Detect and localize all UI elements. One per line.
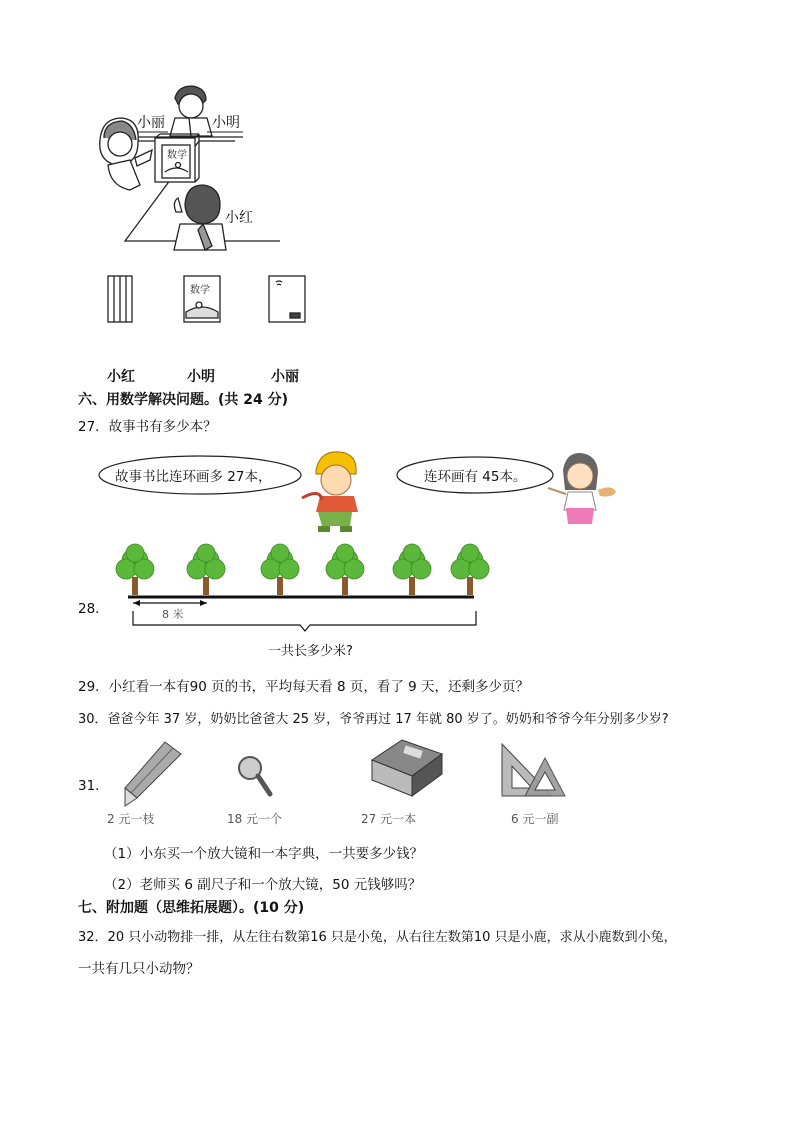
q26-scene (0, 0, 794, 296)
tree-icon (261, 544, 299, 595)
magnifier-icon (239, 757, 270, 794)
boy-cartoon (302, 452, 358, 532)
q28-diagram (0, 545, 794, 655)
price-pencil: 2 元一枝 (107, 812, 155, 826)
xiaoming-figure (170, 86, 212, 136)
triangle-ruler-icon (502, 744, 565, 796)
tree-icon (187, 544, 225, 595)
q28-number: 28． (78, 601, 109, 617)
bubble-right-text: 连环画有 45本。 (424, 469, 527, 485)
tree-icon (326, 544, 364, 595)
q31-number: 31． (78, 778, 109, 794)
bubble-left-text: 故事书比连环画多 27本， (115, 469, 272, 485)
book-icon (372, 740, 442, 796)
q31-items (0, 736, 794, 816)
view-label-1: 小红 (107, 369, 135, 385)
pencil-icon (125, 742, 181, 806)
xiaohong-figure (174, 185, 226, 250)
view-front-cover (184, 276, 220, 322)
view-book-word: 数学 (190, 285, 210, 296)
spacing-label: 8 米 (162, 608, 184, 621)
view-side-spine (108, 276, 132, 322)
total-brace (133, 611, 476, 631)
girl-cartoon (548, 453, 616, 524)
label-xiaohong: 小红 (225, 210, 253, 226)
view-back-cover (269, 276, 305, 322)
total-question: 一共长多少米? (268, 644, 353, 659)
book-word: 数学 (167, 150, 187, 161)
q31-sub1: （1）小东买一个放大镜和一本字典，一共要多少钱？ (104, 846, 424, 862)
tree-icon (451, 544, 489, 595)
view-label-2: 小明 (187, 369, 215, 385)
q30-text: 30．爸爸今年 37 岁，奶奶比爸爸大 25 岁，爷爷再过 17 年就 80 岁了。奶奶和爷爷今年分别多少岁? (78, 712, 669, 727)
price-magnifier: 18 元一个 (227, 812, 283, 826)
section6-heading: 六、用数学解决问题。(共 24 分) (78, 392, 289, 408)
tree-icon (393, 544, 431, 595)
section7-heading: 七、附加题（思维拓展题）。(10 分) (78, 900, 305, 916)
q32-line1: 32．20 只小动物排一排，从左往右数第16 只是小兔，从右往左数第10 只是小鹿，求从小鹿数到小兔， (78, 930, 677, 945)
label-xiaoming: 小明 (212, 115, 240, 131)
view-label-3: 小丽 (271, 369, 299, 385)
q32-line2: 一共有几只小动物？ (78, 961, 200, 977)
q27-text: 27．故事书有多少本？ (78, 419, 217, 435)
tree-icon (116, 544, 154, 595)
price-book: 27 元一本 (361, 812, 417, 826)
q29-text: 29．小红看一本有90 页的书，平均每天看 8 页，看了 9 天，还剩多少页？ (78, 679, 529, 695)
q31-sub2: （2）老师买 6 副尺子和一个放大镜，50 元钱够吗？ (104, 877, 422, 893)
q27-illustration (0, 440, 794, 540)
label-xiaoli: 小丽 (137, 115, 165, 131)
price-ruler: 6 元一副 (511, 812, 559, 826)
